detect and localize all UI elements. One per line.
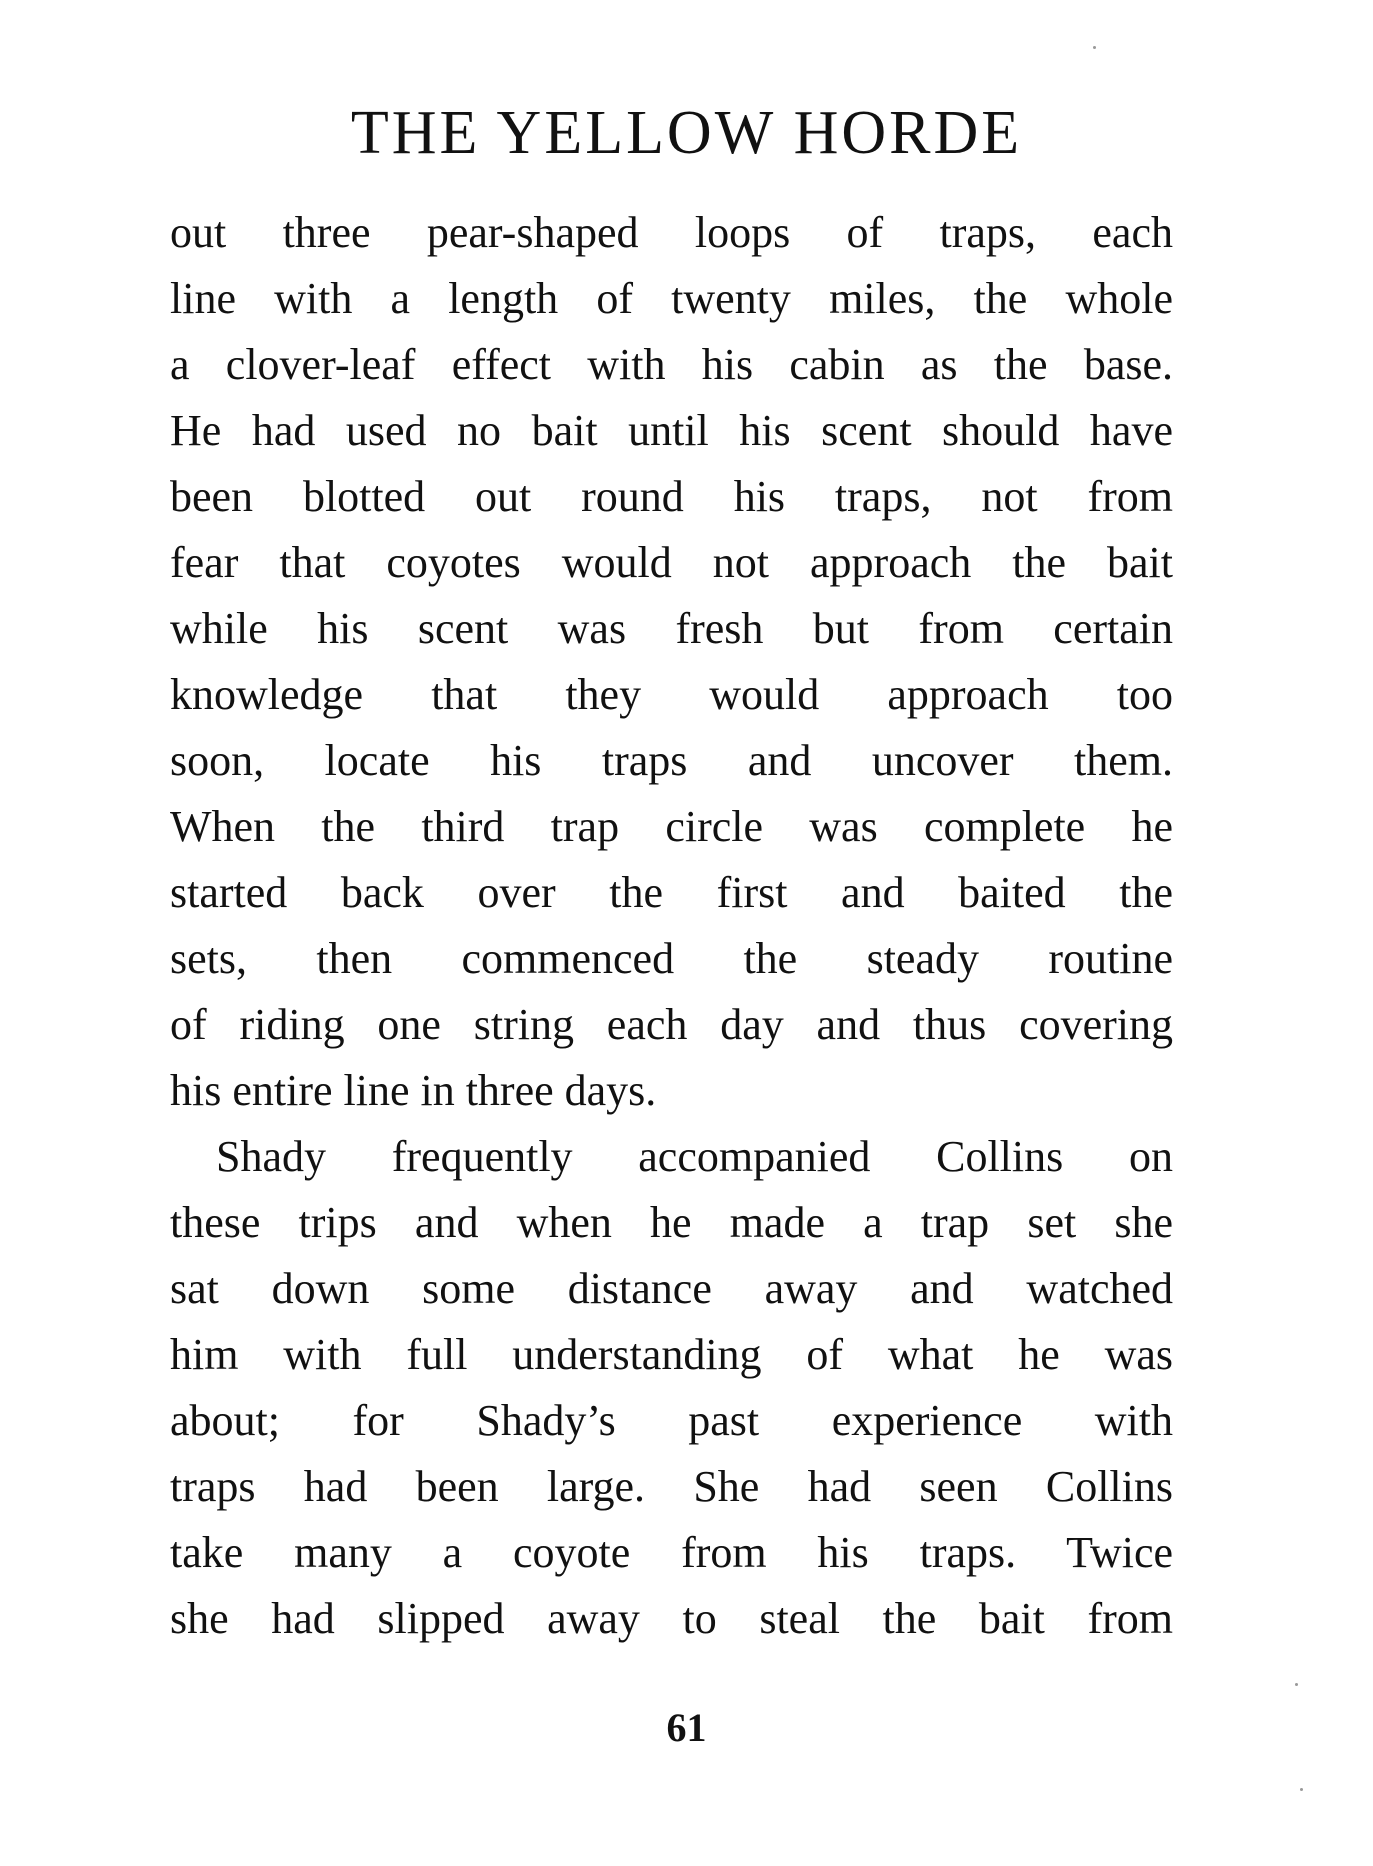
text-line: these trips and when he made a trap set she bbox=[170, 1198, 1173, 1247]
paper-speck bbox=[1295, 1683, 1298, 1686]
running-head: THE YELLOW HORDE bbox=[350, 99, 1023, 167]
text-line: traps had been large. She had seen Collins bbox=[170, 1462, 1173, 1511]
text-line: she had slipped away to steal the bait from bbox=[170, 1594, 1173, 1643]
text-line: knowledge that they would approach too bbox=[170, 670, 1173, 719]
paper-speck bbox=[1300, 1788, 1303, 1791]
text-line: started back over the first and baited the bbox=[170, 868, 1173, 917]
text-line: soon, locate his traps and uncover them. bbox=[170, 736, 1173, 785]
text-line: of riding one string each day and thus covering bbox=[170, 1000, 1173, 1049]
text-line: a clover-leaf effect with his cabin as the base. bbox=[170, 340, 1173, 389]
text-line: Shady frequently accompanied Collins on bbox=[216, 1132, 1173, 1181]
page-number: 61 bbox=[666, 1705, 707, 1750]
text-line: sat down some distance away and watched bbox=[170, 1264, 1173, 1313]
text-line: When the third trap circle was complete he bbox=[170, 802, 1173, 851]
text-line: out three pear-shaped loops of traps, each bbox=[170, 208, 1173, 257]
body-text bbox=[170, 200, 1173, 1652]
text-line: while his scent was fresh but from certain bbox=[170, 604, 1173, 653]
text-line: sets, then commenced the steady routine bbox=[170, 934, 1173, 983]
text-line: been blotted out round his traps, not from bbox=[170, 472, 1173, 521]
text-line: line with a length of twenty miles, the whole bbox=[170, 274, 1173, 323]
text-line: about; for Shady’s past experience with bbox=[170, 1396, 1173, 1445]
text-line: He had used no bait until his scent should have bbox=[170, 406, 1173, 455]
text-line: his entire line in three days. bbox=[170, 1066, 657, 1115]
text-line: him with full understanding of what he was bbox=[170, 1330, 1173, 1379]
paper-speck bbox=[1093, 46, 1096, 49]
text-line: fear that coyotes would not approach the bait bbox=[170, 538, 1173, 587]
text-line: take many a coyote from his traps. Twice bbox=[170, 1528, 1173, 1577]
